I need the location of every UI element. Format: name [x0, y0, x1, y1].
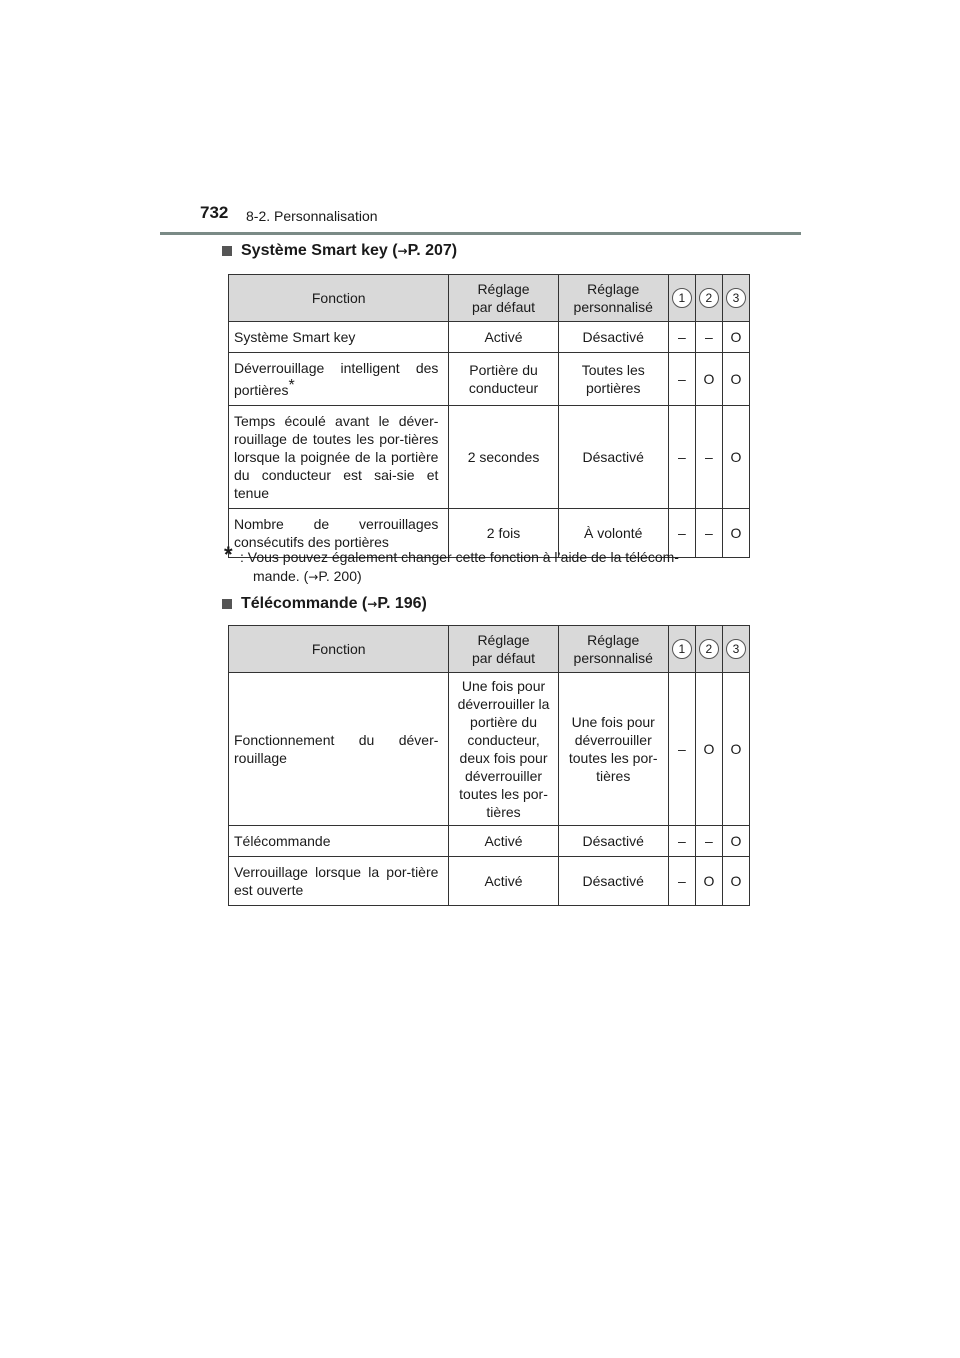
cell-fonction: Verrouillage lorsque la por-tière est ouverte — [229, 857, 449, 906]
cell-fonction: Télécommande — [229, 826, 449, 857]
cell-c3: O — [722, 322, 749, 353]
telecommande-table — [228, 625, 750, 906]
col-header-1 — [668, 275, 695, 322]
table-row — [229, 353, 750, 406]
cell-fonction: Nombre de verrouillages consécutifs des portières — [229, 509, 449, 558]
cell-perso: Désactivé — [558, 826, 668, 857]
col-header-3 — [722, 626, 749, 673]
cell-c2: – — [695, 509, 722, 558]
col-header-2 — [695, 626, 722, 673]
footnote-star: * — [288, 377, 295, 394]
col-header-perso: Réglage personnalisé — [558, 275, 668, 322]
cell-c3: O — [722, 406, 749, 509]
page-number: 732 — [200, 203, 229, 222]
cell-c1: – — [668, 826, 695, 857]
telecommande-heading — [222, 595, 427, 613]
cell-defaut: 2 fois — [449, 509, 558, 558]
footnote-star: * — [224, 542, 233, 567]
telecommande-heading-text: Télécommande ( — [241, 595, 368, 612]
smart-key-heading-text: Système Smart key ( — [241, 242, 398, 259]
smart-key-heading — [222, 242, 457, 260]
col-header-2 — [695, 275, 722, 322]
cell-c2: – — [695, 826, 722, 857]
col-header-fonction: Fonction — [229, 626, 449, 673]
cell-c2: O — [695, 857, 722, 906]
footnote — [224, 542, 751, 587]
circled-number-1: 1 — [672, 639, 692, 659]
bullet-square-icon — [222, 599, 232, 609]
page-header — [200, 203, 800, 233]
cell-c1: – — [668, 673, 695, 826]
table-row — [229, 673, 750, 826]
cell-defaut: 2 secondes — [449, 406, 558, 509]
col-header-3 — [722, 275, 749, 322]
footnote-line-2 — [226, 567, 751, 587]
cell-c1: – — [668, 322, 695, 353]
cell-fonction: Fonctionnement du déver-rouillage — [229, 673, 449, 826]
col-header-defaut: Réglage par défaut — [449, 275, 558, 322]
cell-c3: O — [722, 826, 749, 857]
footnote-line-1: : Vous pouvez également changer cette fonction à l’aide de la télécom- — [240, 549, 679, 565]
arrow-right-icon: → — [308, 570, 319, 584]
cell-c3: O — [722, 673, 749, 826]
cell-c2: – — [695, 322, 722, 353]
cell-defaut: Activé — [449, 322, 558, 353]
smart-key-table — [228, 274, 750, 558]
cell-c1: – — [668, 509, 695, 558]
smart-key-heading-ref: P. 207) — [407, 242, 458, 259]
footnote-line-2-ref: P. 200) — [318, 568, 362, 584]
cell-perso: Désactivé — [558, 322, 668, 353]
circled-number-3: 3 — [726, 288, 746, 308]
cell-fonction: Système Smart key — [229, 322, 449, 353]
table-row — [229, 322, 750, 353]
cell-perso: Une fois pour déverrouiller toutes les por-tières — [558, 673, 668, 826]
cell-perso: Toutes les portières — [558, 353, 668, 406]
circled-number-2: 2 — [699, 639, 719, 659]
col-header-perso: Réglage personnalisé — [558, 626, 668, 673]
cell-fonction-text: Déverrouillage intelligent des portières — [234, 360, 439, 398]
table-row — [229, 826, 750, 857]
arrow-right-icon: → — [367, 597, 378, 611]
table-row — [229, 406, 750, 509]
arrow-right-icon: → — [397, 244, 408, 258]
cell-c3: O — [722, 353, 749, 406]
cell-c1: – — [668, 406, 695, 509]
circled-number-2: 2 — [699, 288, 719, 308]
cell-perso: Désactivé — [558, 406, 668, 509]
cell-defaut: Une fois pour déverrouiller la portière du conducteur, deux fois pour déverrouiller toutes les por-tières — [449, 673, 558, 826]
table-row — [229, 857, 750, 906]
cell-c2: O — [695, 353, 722, 406]
cell-perso: À volonté — [558, 509, 668, 558]
cell-defaut: Activé — [449, 826, 558, 857]
circled-number-3: 3 — [726, 639, 746, 659]
circled-number-1: 1 — [672, 288, 692, 308]
cell-defaut: Activé — [449, 857, 558, 906]
cell-perso: Désactivé — [558, 857, 668, 906]
telecommande-heading-ref: P. 196) — [377, 595, 427, 612]
cell-c2: O — [695, 673, 722, 826]
table-header-row — [229, 275, 750, 322]
cell-defaut: Portière du conducteur — [449, 353, 558, 406]
cell-c2: – — [695, 406, 722, 509]
cell-fonction: Temps écoulé avant le déver-rouillage de toutes les por-tières lorsque la poignée de la portière du conducteur est sai-sie et tenue — [229, 406, 449, 509]
cell-c3: O — [722, 509, 749, 558]
table-header-row — [229, 626, 750, 673]
col-header-1 — [668, 626, 695, 673]
cell-c1: – — [668, 353, 695, 406]
header-rule — [160, 232, 801, 235]
cell-fonction — [229, 353, 449, 406]
section-title: 8-2. Personnalisation — [246, 208, 378, 224]
col-header-fonction: Fonction — [229, 275, 449, 322]
cell-c3: O — [722, 857, 749, 906]
cell-c1: – — [668, 857, 695, 906]
footnote-line-2-text: mande. ( — [253, 568, 309, 584]
bullet-square-icon — [222, 246, 232, 256]
col-header-defaut: Réglage par défaut — [449, 626, 558, 673]
